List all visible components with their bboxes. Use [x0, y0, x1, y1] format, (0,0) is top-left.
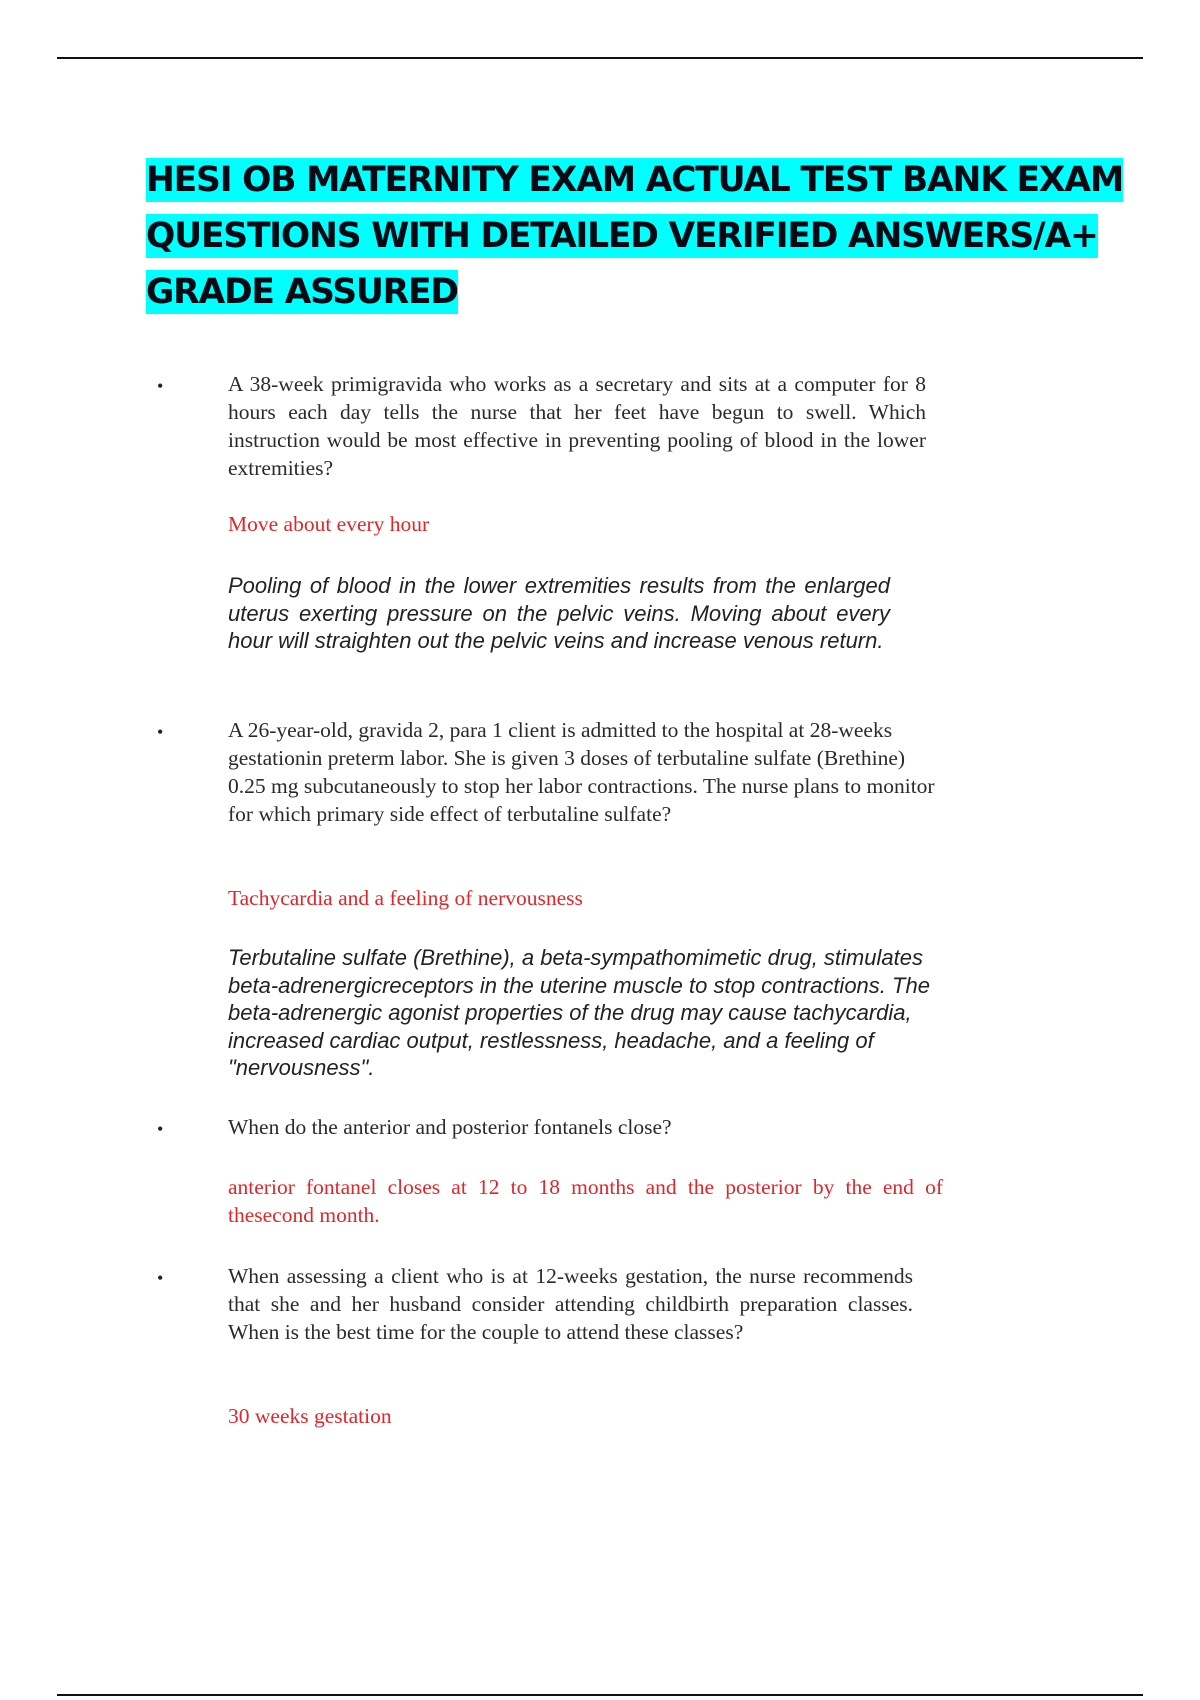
bullet-icon: •: [157, 1268, 164, 1288]
rationale-text: Terbutaline sulfate (Brethine), a beta-sympathomimetic drug, stimulates beta-adrenergicreceptors in the uterine muscle to stop contractions. The beta-adrenergic agonist properties of the drug may cause tachycardia, increased cardiac output, restlessness, headache, and a feeling of "nervousness".: [228, 945, 930, 1080]
document-title: [146, 152, 1186, 320]
bullet-icon: •: [157, 722, 164, 742]
title-highlight: HESI OB MATERNITY EXAM ACTUAL TEST BANK EXAM QUESTIONS WITH DETAILED VERIFIED ANSWERS/A+ GRADE ASSURED: [146, 160, 1123, 312]
answer-text: anterior fontanel closes at 12 to 18 months and the posterior by the end of thesecond month.: [228, 1175, 943, 1227]
answer-text: Move about every hour: [228, 512, 430, 536]
top-divider: [57, 57, 1143, 59]
bottom-divider: [57, 1694, 1143, 1696]
bullet-icon: •: [157, 1119, 164, 1139]
bullet-icon: •: [157, 376, 164, 396]
rationale-text: Pooling of blood in the lower extremities results from the enlarged uterus exerting pressure on the pelvic veins. Moving about every hour will straighten out the pelvic veins and increase venous return.: [228, 573, 890, 653]
question-text: When assessing a client who is at 12-weeks gestation, the nurse recommends that she and her husband consider attending childbirth preparation classes. When is the best time for the couple to attend these classes?: [228, 1264, 913, 1344]
question-text: A 26-year-old, gravida 2, para 1 client is admitted to the hospital at 28-weeks gestationin preterm labor. She is given 3 doses of terbutaline sulfate (Brethine) 0.25 mg subcutaneously to stop her labor contractions. The nurse plans to monitor for which primary side effect of terbutaline sulfate?: [228, 718, 935, 826]
answer-text: Tachycardia and a feeling of nervousness: [228, 886, 583, 910]
question-text: A 38-week primigravida who works as a secretary and sits at a computer for 8 hours each day tells the nurse that her feet have begun to swell. Which instruction would be most effective in preventing pooling of blood in the lower extremities?: [228, 372, 926, 480]
question-text: When do the anterior and posterior fontanels close?: [228, 1115, 672, 1139]
answer-text: 30 weeks gestation: [228, 1404, 392, 1428]
